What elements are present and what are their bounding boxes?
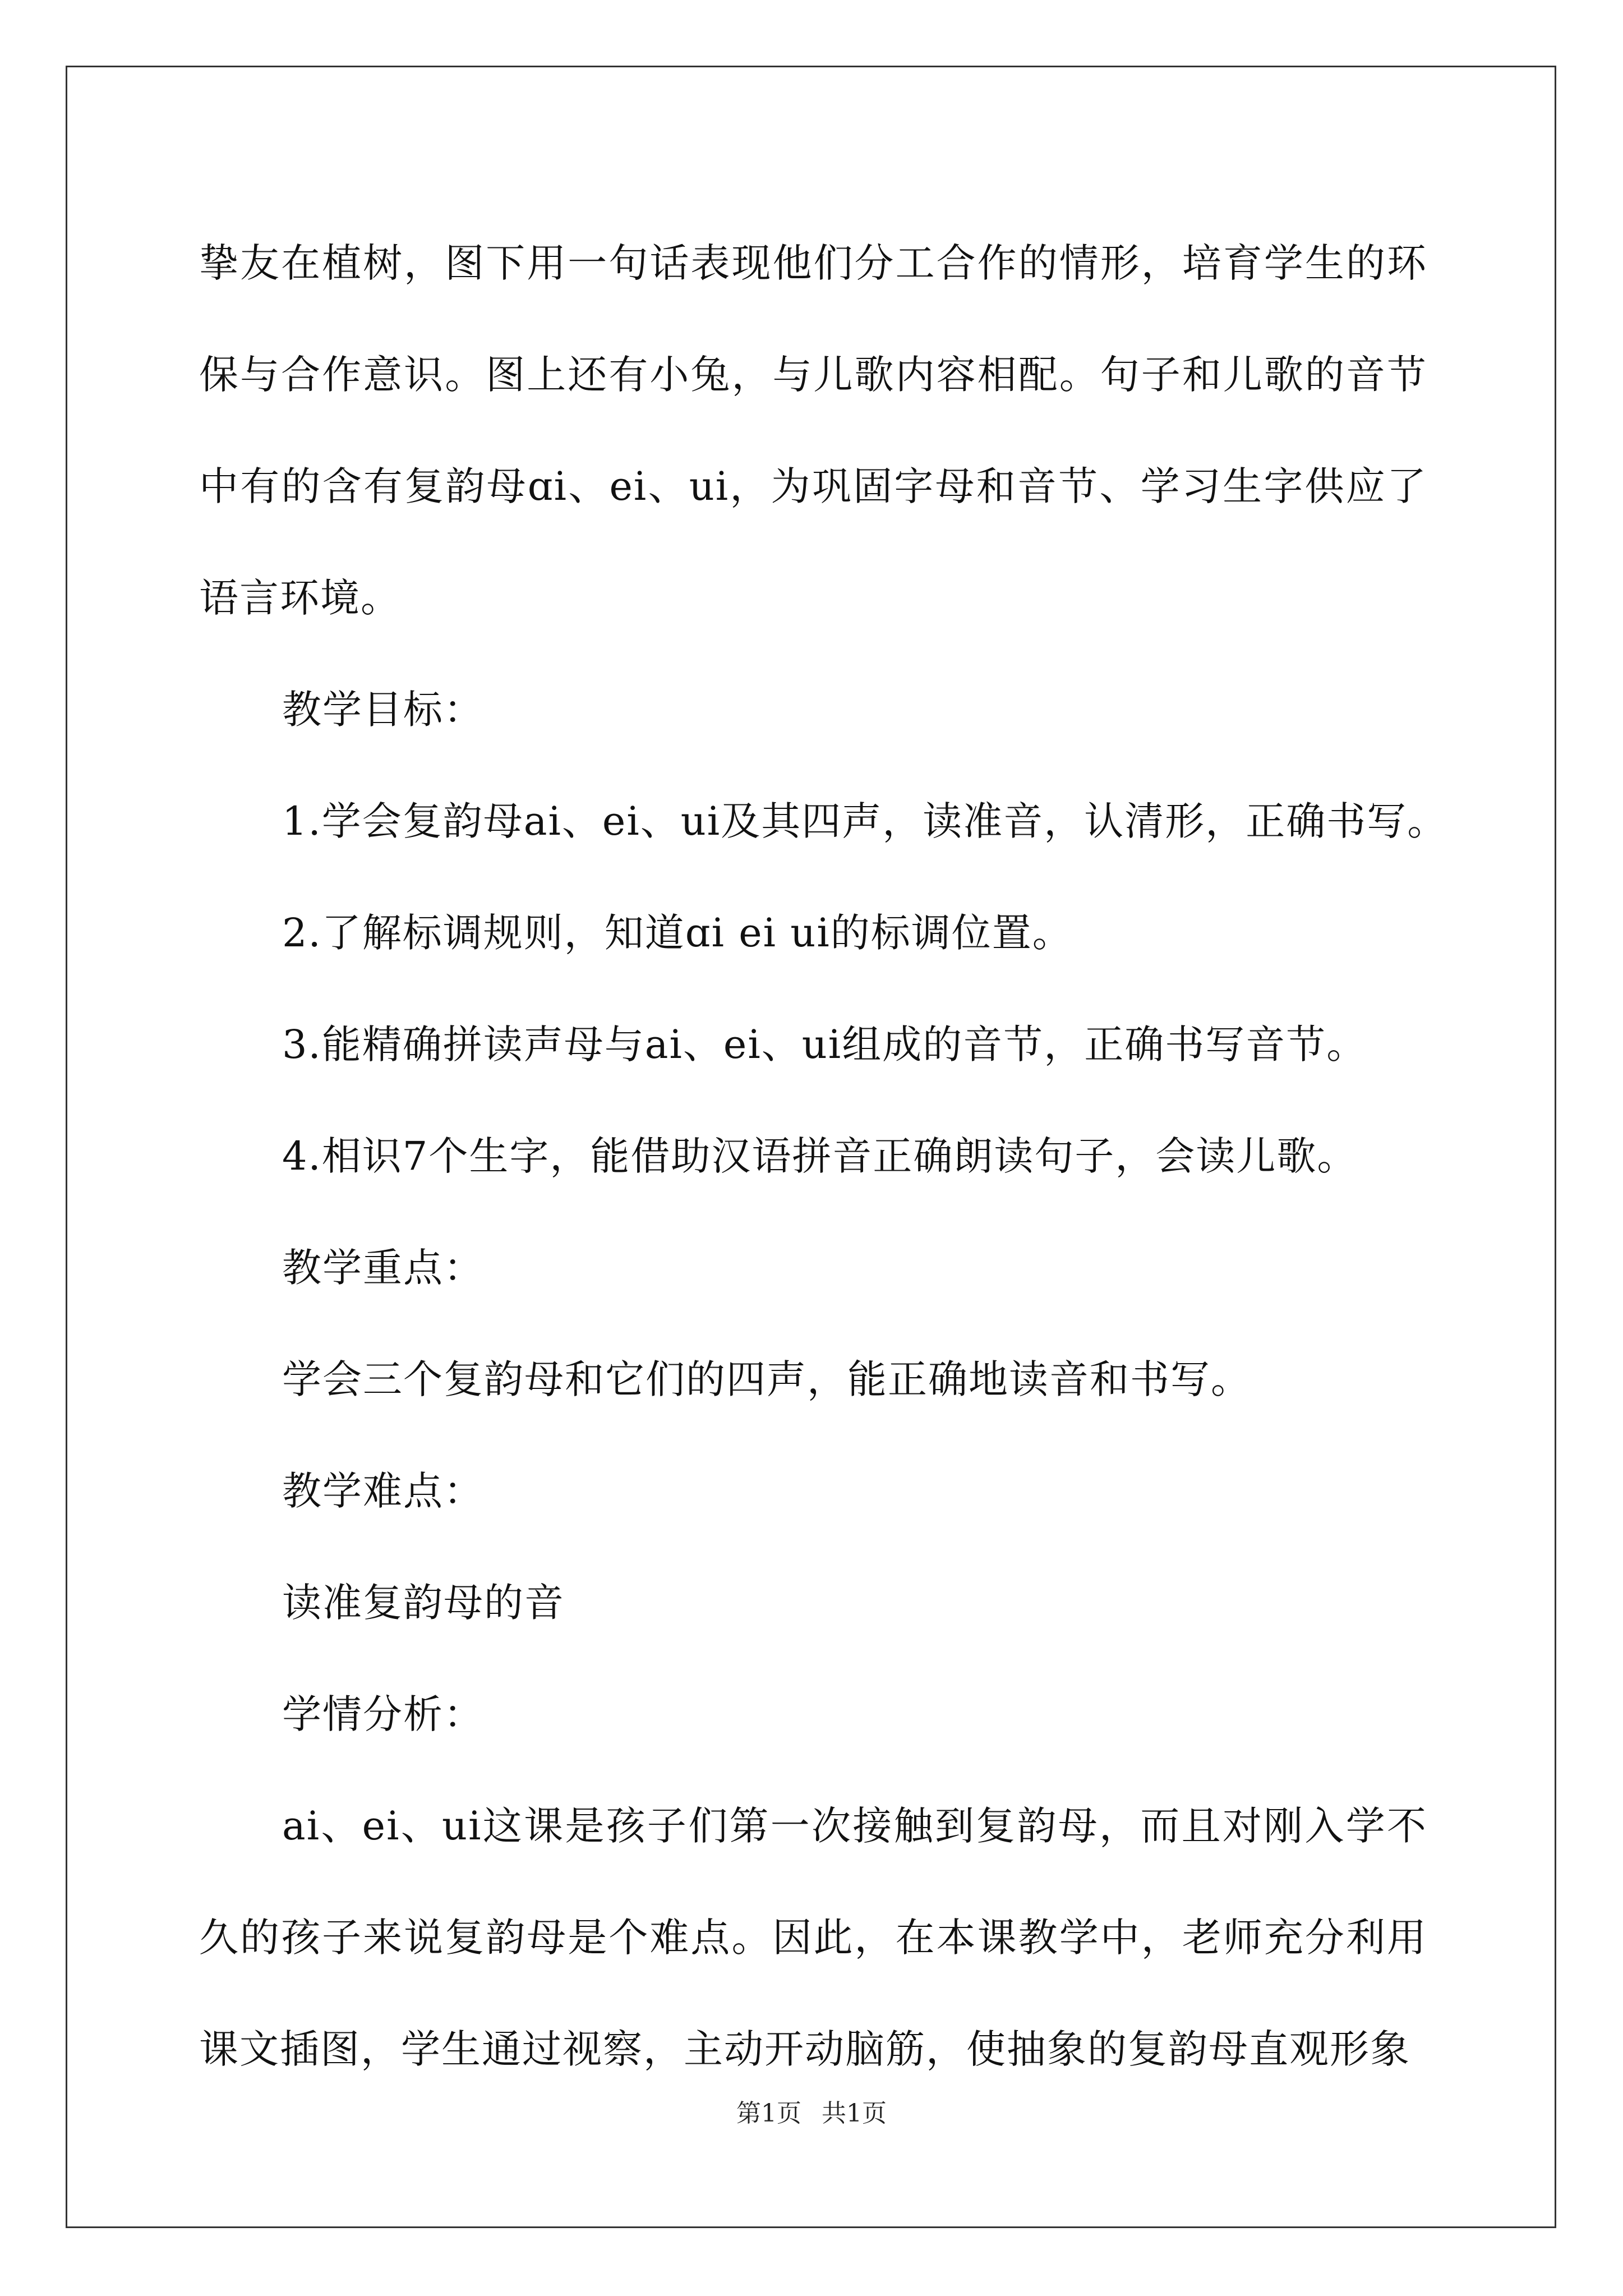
paragraph-intro: 挚友在植树，图下用一句话表现他们分工合作的情形，培育学生的环保与合作意识。图上还有小兔，与儿歌内容相配。句子和儿歌的音节中有的含有复韵母ɑi、ei、ui，为巩固字母和音节、学习生字供应了语言环境。 bbox=[199, 240, 1427, 621]
heading-learning-analysis: 学情分析： bbox=[282, 1691, 484, 1737]
goal-item-4: 4.相识7个生字，能借助汉语拼音正确朗读句子，会读儿歌。 bbox=[282, 1133, 1358, 1179]
goal-item-1: 1.学会复韵母ai、ei、ui及其四声，读准音，认清形，正确书写。 bbox=[282, 798, 1448, 844]
heading-teaching-focus: 教学重点： bbox=[282, 1245, 484, 1291]
document-body bbox=[199, 208, 1448, 2105]
teaching-focus-text: 学会三个复韵母和它们的四声，能正确地读音和书写。 bbox=[282, 1356, 1251, 1402]
goal-item-2: 2.了解标调规则，知道ɑi ei ui的标调位置。 bbox=[282, 910, 1073, 956]
page-number: 第1页 bbox=[736, 2099, 801, 2128]
heading-teaching-goals: 教学目标： bbox=[282, 687, 484, 733]
teaching-difficulty-text: 读准复韵母的音 bbox=[282, 1580, 565, 1626]
page-footer bbox=[0, 2097, 1623, 2131]
goal-item-3: 3.能精确拼读声母与ai、ei、ui组成的音节，正确书写音节。 bbox=[282, 1022, 1367, 1068]
learning-analysis-text: ai、ei、ui这课是孩子们第一次接触到复韵母，而且对刚入学不久的孩子来说复韵母是个难点。因此，在本课教学中，老师充分利用课文插图，学生通过视察，主动开动脑筋，使抽象的复韵母直观形象 bbox=[199, 1803, 1427, 2072]
heading-teaching-difficulty: 教学难点： bbox=[282, 1468, 484, 1514]
page-total: 共1页 bbox=[822, 2099, 887, 2128]
